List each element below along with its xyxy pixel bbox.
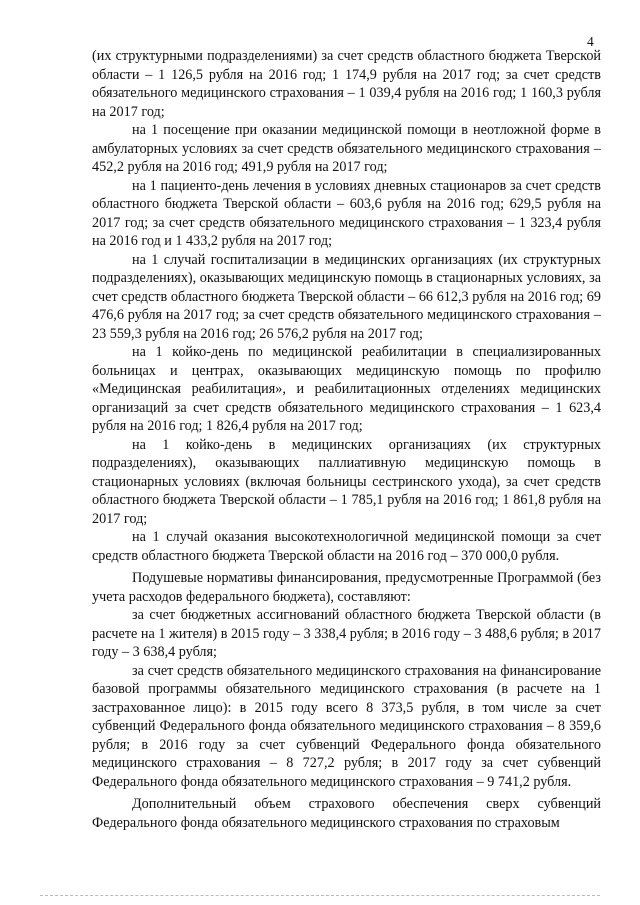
paragraph: на 1 койко-день по медицинской реабилитации в специализированных больницах и центрах, оказывающих медицинскую помощь по профилю «Медицинская реабилитация», и реабилитационных отделениях медицинских организаций за счет средств обязательного медицинского страхования – 1 623,4 рубля на 2016 год; 1 826,4 рубля на 2017 год; bbox=[92, 344, 601, 434]
paragraph: на 1 случай госпитализации в медицинских организациях (их структурных подразделениях), оказывающих медицинскую помощь в стационарных условиях, за счет средств областного бюджета Тверской области – 66 612,3 рубля на 2016 год; 69 476,6 рубля на 2017 год; за счет средств обязательного медицинского страхования – 23 559,3 рубля на 2016 год; 26 576,2 рубля на 2017 год; bbox=[92, 251, 601, 342]
paragraph: за счет средств обязательного медицинского страхования на финансирование базовой программы обязательного медицинского страхования (в расчете на 1 застрахованное лицо): в 2015 году всего 8 373,5 рубля, в том числе за счет субвенций Федерального фонда обязательного медицинского страхования – 8 359,6 рубля; в 2016 году за счет субвенций Федерального фонда обязательного медицинского страхования – 8 727,2 рубля; в 2017 году за счет субвенций Федерального фонда обязательного медицинского страхования – 9 741,2 рубля. bbox=[92, 662, 601, 790]
paragraph: (их структурными подразделениями) за счет средств областного бюджета Тверской области – 1 126,5 рубля на 2016 год; 1 174,9 рубля на 2017 год; за счет средств обязательного медицинского страхования – 1 039,4 рубля на 2016 год; 1 160,3 рубля на 2017 год; bbox=[92, 48, 601, 120]
scan-edge-line bbox=[40, 895, 600, 897]
document-body bbox=[92, 47, 601, 832]
paragraph: на 1 посещение при оказании медицинской помощи в неотложной форме в амбулаторных условиях за счет средств обязательного медицинского страхования – 452,2 рубля на 2016 год; 491,9 рубля на 2017 год; bbox=[92, 122, 601, 175]
paragraph: на 1 пациенто-день лечения в условиях дневных стационаров за счет средств областного бюджета Тверской области – 603,6 рубля на 2016 год; 629,5 рубля на 2017 год; за счет средств обязательного медицинского страхования – 1 323,4 рубля на 2016 год и 1 433,2 рубля на 2017 год; bbox=[92, 177, 601, 249]
paragraph: за счет бюджетных ассигнований областного бюджета Тверской области (в расчете на 1 жителя) в 2015 году – 3 338,4 рубля; в 2016 году – 3 488,6 рубля; в 2017 году – 3 638,4 рубля; bbox=[92, 607, 601, 660]
paragraph: на 1 койко-день в медицинских организациях (их структурных подразделениях), оказывающих паллиативную медицинскую помощь в стационарных условиях (включая больницы сестринского ухода), за счет средств областного бюджета Тверской области – 1 785,1 рубля на 2016 год; 1 861,8 рубля на 2017 год; bbox=[92, 436, 601, 527]
paragraph: Дополнительный объем страхового обеспечения сверх субвенций Федерального фонда обязательного медицинского страхования по страховым bbox=[92, 796, 601, 831]
paragraph: Подушевые нормативы финансирования, предусмотренные Программой (без учета расходов федерального бюджета), составляют: bbox=[92, 570, 601, 605]
paragraph: на 1 случай оказания высокотехнологичной медицинской помощи за счет средств областного бюджета Тверской области на 2016 год – 370 000,0 рубля. bbox=[92, 529, 601, 564]
page-number: 4 bbox=[587, 34, 594, 49]
